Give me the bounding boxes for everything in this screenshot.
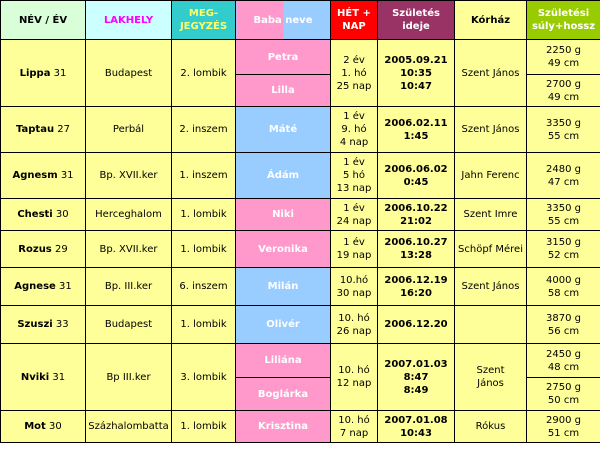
weight-length-cell: 2450 g 48 cm [527, 344, 600, 378]
hospital-cell: Szent János [455, 40, 527, 107]
mother-cell: Agnesm 31 [1, 153, 86, 199]
baby-name-cell: Ádám [236, 153, 331, 199]
weight-length-cell: 3150 g 52 cm [527, 231, 600, 268]
age-cell: 10. hó 12 nap [331, 344, 378, 411]
weight-length-cell: 2900 g 51 cm [527, 411, 600, 443]
hospital-cell [455, 306, 527, 344]
note-cell: 3. lombik [172, 344, 236, 411]
header-birth-time: Születés ideje [378, 1, 455, 40]
mother-cell: Taptau 27 [1, 107, 86, 153]
hospital-cell: Schöpf Mérei [455, 231, 527, 268]
header-name-year: NÉV / ÉV [1, 1, 86, 40]
mother-cell: Rozus 29 [1, 231, 86, 268]
age-cell: 1 év 24 nap [331, 199, 378, 231]
birth-time-cell: 2007.01.03 8:47 8:49 [378, 344, 455, 411]
hospital-cell: Jahn Ferenc [455, 153, 527, 199]
birth-time-cell: 2006.10.22 21:02 [378, 199, 455, 231]
header-hospital: Kórház [455, 1, 527, 40]
table-row [1, 40, 600, 75]
table-row [1, 107, 600, 153]
hospital-cell: Szent János [455, 268, 527, 306]
residence-cell: Bp. III.ker [86, 268, 172, 306]
table-row [1, 231, 600, 268]
mother-cell: Nviki 31 [1, 344, 86, 411]
baby-name-cell: Máté [236, 107, 331, 153]
age-cell: 10. hó 26 nap [331, 306, 378, 344]
mother-cell: Lippa 31 [1, 40, 86, 107]
birth-time-cell: 2006.10.27 13:28 [378, 231, 455, 268]
baby-name-cell: Olivér [236, 306, 331, 344]
note-cell: 1. lombik [172, 199, 236, 231]
residence-cell: Bp III.ker [86, 344, 172, 411]
note-cell: 1. lombik [172, 231, 236, 268]
baby-name-cell: Petra [236, 40, 331, 75]
residence-cell: Bp. XVII.ker [86, 231, 172, 268]
table-row [1, 344, 600, 378]
note-cell: 6. inszem [172, 268, 236, 306]
header-row [1, 1, 600, 40]
baby-name-cell: Liliána [236, 344, 331, 378]
mother-cell: Szuszi 33 [1, 306, 86, 344]
age-cell: 10.hó 30 nap [331, 268, 378, 306]
note-cell: 1. lombik [172, 411, 236, 443]
age-cell: 1 év 9. hó 4 nap [331, 107, 378, 153]
birth-time-cell: 2006.02.11 1:45 [378, 107, 455, 153]
residence-cell: Bp. XVII.ker [86, 153, 172, 199]
header-baby-name: Baba neve [236, 1, 331, 40]
header-residence: LAKHELY [86, 1, 172, 40]
baby-name-cell: Niki [236, 199, 331, 231]
header-note: MEG- JEGYZÉS [172, 1, 236, 40]
residence-cell: Budapest [86, 40, 172, 107]
weight-length-cell: 3350 g 55 cm [527, 199, 600, 231]
age-cell: 10. hó 7 nap [331, 411, 378, 443]
mother-cell: Mot 30 [1, 411, 86, 443]
baby-name-cell: Lilla [236, 75, 331, 107]
hospital-cell: Szent János [455, 107, 527, 153]
baby-name-cell: Veronika [236, 231, 331, 268]
weight-length-cell: 4000 g 58 cm [527, 268, 600, 306]
birth-time-cell: 2006.12.19 16:20 [378, 268, 455, 306]
age-cell: 1 év 19 nap [331, 231, 378, 268]
weight-length-cell: 2750 g 50 cm [527, 378, 600, 411]
table-row [1, 268, 600, 306]
hospital-cell: Szent Imre [455, 199, 527, 231]
birth-time-cell: 2005.09.21 10:35 10:47 [378, 40, 455, 107]
table-row [1, 306, 600, 344]
residence-cell: Százhalombatta [86, 411, 172, 443]
weight-length-cell: 2700 g 49 cm [527, 75, 600, 107]
baby-name-cell: Krisztina [236, 411, 331, 443]
note-cell: 2. lombik [172, 40, 236, 107]
weight-length-cell: 3350 g 55 cm [527, 107, 600, 153]
note-cell: 2. inszem [172, 107, 236, 153]
table-row [1, 411, 600, 443]
header-weight-length: Születési súly+hossz [527, 1, 600, 40]
baby-name-cell: Boglárka [236, 378, 331, 411]
weight-length-cell: 2480 g 47 cm [527, 153, 600, 199]
note-cell: 1. lombik [172, 306, 236, 344]
residence-cell: Budapest [86, 306, 172, 344]
baby-name-cell: Milán [236, 268, 331, 306]
age-cell: 1 év 5 hó 13 nap [331, 153, 378, 199]
mother-cell: Agnese 31 [1, 268, 86, 306]
weight-length-cell: 2250 g 49 cm [527, 40, 600, 75]
hospital-cell: Szent János [455, 344, 527, 411]
residence-cell: Herceghalom [86, 199, 172, 231]
residence-cell: Perbál [86, 107, 172, 153]
birth-time-cell: 2006.06.02 0:45 [378, 153, 455, 199]
table-row [1, 153, 600, 199]
hospital-cell: Rókus [455, 411, 527, 443]
header-age: HÉT + NAP [331, 1, 378, 40]
birth-time-cell: 2006.12.20 [378, 306, 455, 344]
age-cell: 2 év 1. hó 25 nap [331, 40, 378, 107]
note-cell: 1. inszem [172, 153, 236, 199]
weight-length-cell: 3870 g 56 cm [527, 306, 600, 344]
table-row [1, 199, 600, 231]
mother-cell: Chesti 30 [1, 199, 86, 231]
birth-time-cell: 2007.01.08 10:43 [378, 411, 455, 443]
